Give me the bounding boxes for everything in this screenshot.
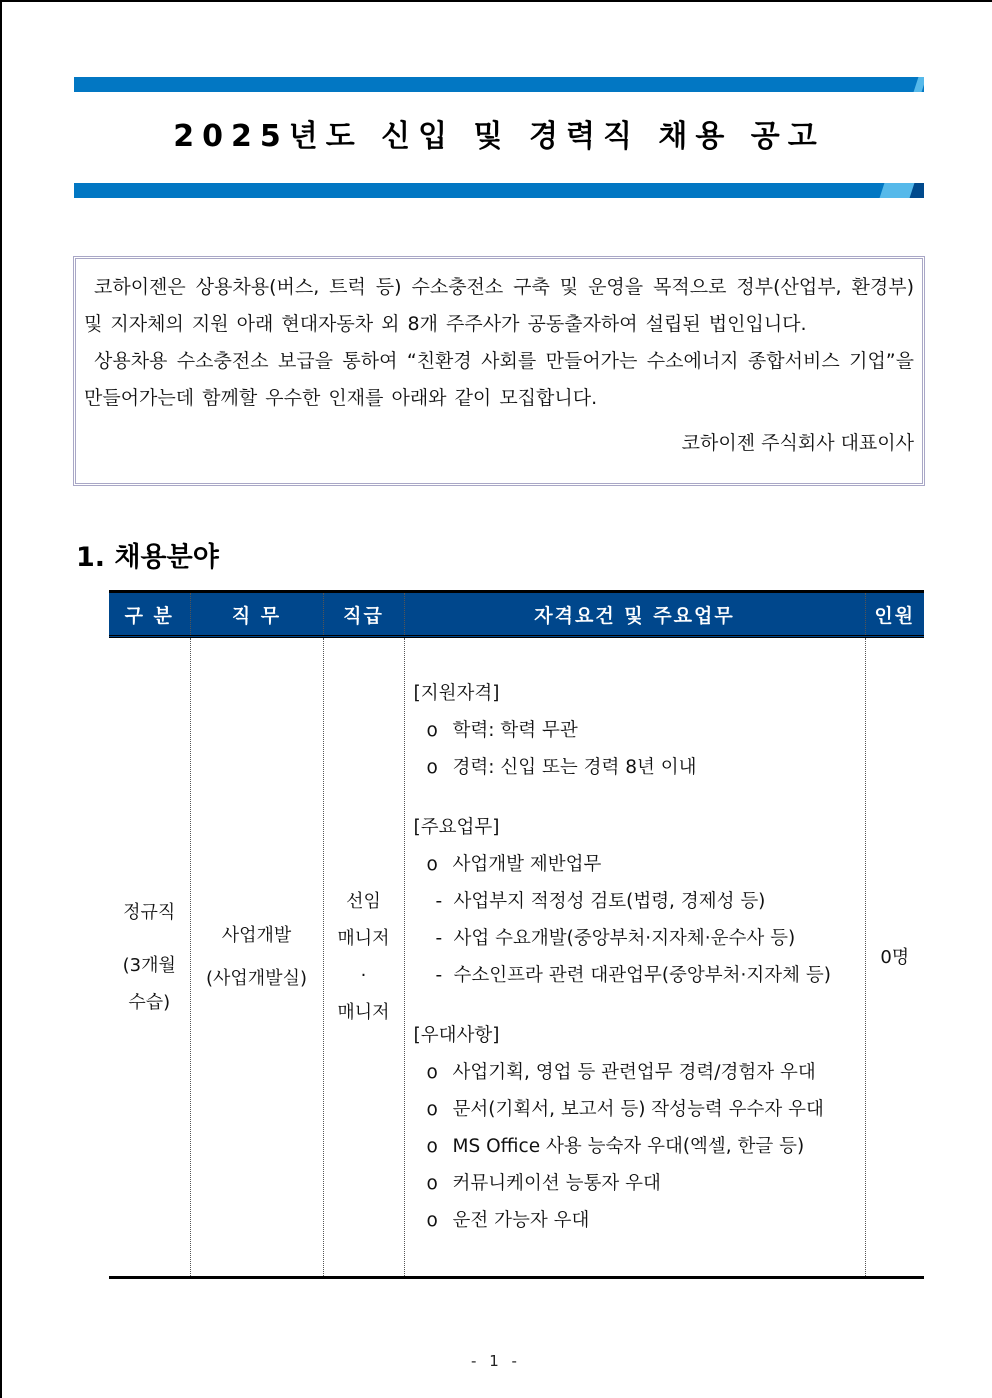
cell-details bbox=[404, 637, 865, 1278]
duty-sub-item: - 사업 수요개발(중앙부처·지자체·운수사 등) bbox=[414, 920, 865, 957]
category-line: 정규직 bbox=[123, 901, 176, 923]
preference-item: ο 커뮤니케이션 능통자 우대 bbox=[414, 1165, 865, 1202]
cell-rank bbox=[323, 637, 404, 1278]
bullet-circle-icon: ο bbox=[426, 720, 438, 741]
preference-item: ο 사업기획, 영업 등 관련업무 경력/경험자 우대 bbox=[414, 1054, 865, 1091]
preference-item: ο MS Office 사용 능숙자 우대(엑셀, 한글 등) bbox=[414, 1128, 865, 1165]
table-header-row bbox=[109, 592, 924, 637]
banner-stripe-light bbox=[914, 77, 924, 92]
section-heading-recruitment-fields: 1. 채용분야 bbox=[76, 542, 219, 573]
dash-icon: - bbox=[435, 928, 443, 949]
category-line: (3개월 bbox=[122, 954, 176, 976]
bullet-circle-icon: ο bbox=[426, 854, 438, 875]
duty-sub-item: - 사업부지 적정성 검토(법령, 경제성 등) bbox=[414, 883, 865, 920]
bullet-circle-icon: ο bbox=[426, 757, 438, 778]
intro-signature: 코하이젠 주식회사 대표이사 bbox=[681, 432, 914, 454]
duty-item: ο 사업개발 제반업무 bbox=[414, 846, 865, 883]
qualification-item: ο 경력: 신입 또는 경력 8년 이내 bbox=[414, 749, 865, 786]
spacer bbox=[414, 786, 865, 809]
cell-category bbox=[109, 637, 190, 1278]
job-line: (사업개발실) bbox=[206, 968, 307, 989]
spacer bbox=[414, 994, 865, 1017]
rank-line: · bbox=[360, 965, 367, 986]
table-row bbox=[109, 637, 924, 1278]
title-banner-bottom-bar bbox=[74, 183, 924, 198]
document-title: 2025년도 신입 및 경력직 채용 공고 bbox=[173, 119, 825, 154]
intro-paragraph-1: 코하이젠은 상용차용(버스, 트럭 등) 수소충전소 구축 및 운영을 목적으로 정부(산업부, 환경부) 및 지자체의 지원 아래 현대자동차 외 8개 주주사가 공동출자하여 설립된 법인입니다. bbox=[84, 276, 914, 335]
duty-sub-item: - 수소인프라 관련 대관업무(중앙부처·지자체 등) bbox=[414, 957, 865, 994]
header-category: 구 분 bbox=[109, 592, 190, 637]
preference-item: ο 문서(기획서, 보고서 등) 작성능력 우수자 우대 bbox=[414, 1091, 865, 1128]
preferences-label: [우대사항] bbox=[413, 1025, 500, 1046]
bullet-circle-icon: ο bbox=[426, 1173, 438, 1194]
bullet-circle-icon: ο bbox=[426, 1062, 438, 1083]
header-job: 직 무 bbox=[190, 592, 323, 637]
recruitment-table-wrap bbox=[109, 590, 924, 1279]
rank-line: 매니저 bbox=[337, 928, 390, 949]
header-headcount: 인원 bbox=[865, 592, 924, 637]
intro-paragraph-2: 상용차용 수소충전소 보급을 통하여 “친환경 사회를 만들어가는 수소에너지 종합서비스 기업”을 만들어가는데 함께할 우수한 인재를 아래와 같이 모집합니다. bbox=[84, 350, 914, 409]
header-details: 자격요건 및 주요업무 bbox=[404, 592, 865, 637]
job-line: 사업개발 bbox=[221, 925, 292, 946]
qualification-item: ο 학력: 학력 무관 bbox=[414, 712, 865, 749]
header-rank: 직급 bbox=[323, 592, 404, 637]
cell-job bbox=[190, 637, 323, 1278]
preference-item: ο 운전 가능자 우대 bbox=[414, 1202, 865, 1239]
rank-line: 매니저 bbox=[337, 1002, 390, 1023]
title-banner-top-bar bbox=[74, 77, 924, 92]
duties-label: [주요업무] bbox=[413, 817, 500, 838]
dash-icon: - bbox=[435, 891, 443, 912]
cell-headcount: 0명 bbox=[865, 637, 924, 1278]
qualifications-label: [지원자격] bbox=[413, 683, 500, 704]
bullet-circle-icon: ο bbox=[426, 1136, 438, 1157]
rank-line: 선임 bbox=[346, 891, 381, 912]
bullet-circle-icon: ο bbox=[426, 1099, 438, 1120]
bullet-circle-icon: ο bbox=[426, 1210, 438, 1231]
intro-text bbox=[84, 269, 914, 417]
dash-icon: - bbox=[435, 965, 443, 986]
recruitment-table bbox=[109, 590, 924, 1279]
category-line: 수습) bbox=[128, 991, 171, 1013]
intro-box bbox=[73, 256, 925, 486]
page-number: - 1 - bbox=[471, 1352, 521, 1370]
